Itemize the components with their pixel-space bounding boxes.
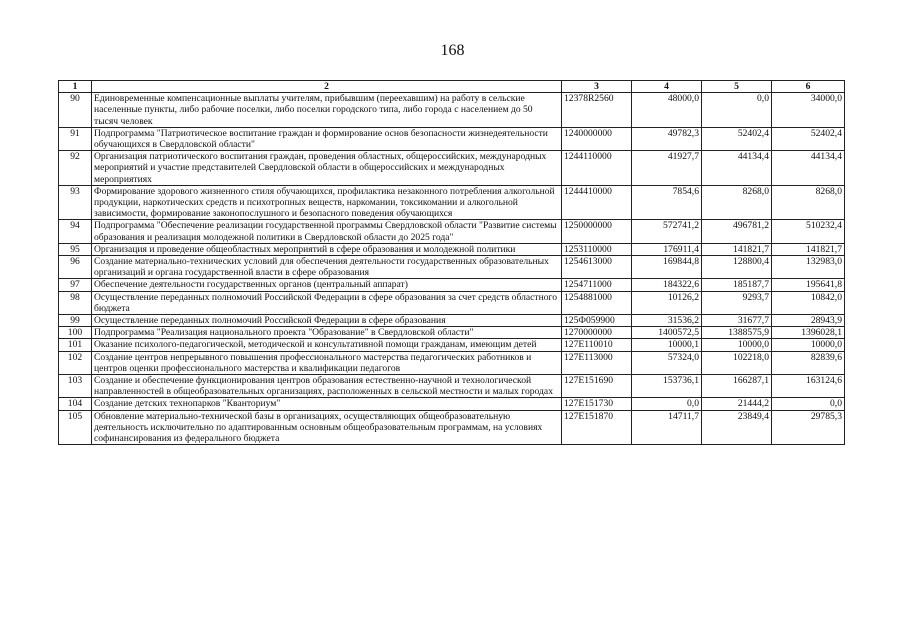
row-number: 93: [59, 185, 92, 220]
row-value-col5: 31677,7: [702, 315, 772, 327]
table-header-row: [59, 81, 845, 93]
row-description: Оказание психолого-педагогической, методической и консультативной помощи гражданам, имеющим детей: [92, 339, 562, 351]
row-code: 1244110000: [562, 151, 632, 186]
row-code: 1254881000: [562, 291, 632, 314]
row-value-col5: 166287,1: [702, 375, 772, 398]
row-value-col5: 10000,0: [702, 339, 772, 351]
column-header: 4: [632, 81, 702, 93]
row-number: 101: [59, 339, 92, 351]
row-code: 1254613000: [562, 256, 632, 279]
row-value-col4: 10126,2: [632, 291, 702, 314]
row-number: 92: [59, 151, 92, 186]
row-number: 94: [59, 220, 92, 243]
row-value-col4: 7854,6: [632, 185, 702, 220]
row-value-col6: 44134,4: [772, 151, 845, 186]
row-description: Создание детских технопарков "Кванториум": [92, 398, 562, 410]
row-value-col4: 48000,0: [632, 93, 702, 128]
row-value-col4: 14711,7: [632, 410, 702, 445]
row-description: Подпрограмма "Реализация национального проекта "Образование" в Свердловской области": [92, 327, 562, 339]
column-header: 1: [59, 81, 92, 93]
row-number: 104: [59, 398, 92, 410]
row-code: 12378R2560: [562, 93, 632, 128]
row-value-col4: 184322,6: [632, 279, 702, 291]
row-description: Формирование здорового жизненного стиля обучающихся, профилактика незаконного потребления алкогольной продукции, наркотических средств и психотропных веществ, наркомании, токсикомании и алкогольной зависимости, формирование законопослушного и безопасного поведения обучающихся: [92, 185, 562, 220]
row-value-col4: 0,0: [632, 398, 702, 410]
row-number: 98: [59, 291, 92, 314]
row-value-col5: 8268,0: [702, 185, 772, 220]
row-description: Обеспечение деятельности государственных органов (центральный аппарат): [92, 279, 562, 291]
row-value-col6: 28943,9: [772, 315, 845, 327]
row-value-col5: 496781,2: [702, 220, 772, 243]
row-value-col5: 9293,7: [702, 291, 772, 314]
row-value-col4: 41927,7: [632, 151, 702, 186]
row-number: 90: [59, 93, 92, 128]
row-code: 127E151730: [562, 398, 632, 410]
row-description: Создание центров непрерывного повышения профессионального мастерства педагогических работников и центров оценки профессионального мастерства и квалификации педагогов: [92, 351, 562, 374]
row-number: 103: [59, 375, 92, 398]
row-value-col4: 57324,0: [632, 351, 702, 374]
row-description: Подпрограмма "Патриотическое воспитание граждан и формирование основ безопасности жизнедеятельности обучающихся в Свердловской области": [92, 127, 562, 150]
row-number: 91: [59, 127, 92, 150]
row-value-col6: 29785,3: [772, 410, 845, 445]
row-value-col5: 52402,4: [702, 127, 772, 150]
row-description: Организация патриотического воспитания граждан, проведения областных, общероссийских, международных мероприятий и участие представителей Свердловской области в общероссийских и международных мероприятиях: [92, 151, 562, 186]
row-value-col5: 23849,4: [702, 410, 772, 445]
row-value-col4: 1400572,5: [632, 327, 702, 339]
row-description: Единовременные компенсационные выплаты учителям, прибывшим (переехавшим) на работу в сельские населенные пункты, либо рабочие поселки, либо поселки городского типа, либо города с населением до 50 тысяч человек: [92, 93, 562, 128]
row-value-col6: 52402,4: [772, 127, 845, 150]
table-row: [59, 375, 845, 398]
row-code: 1253110000: [562, 243, 632, 255]
row-value-col5: 128800,4: [702, 256, 772, 279]
table-row: [59, 327, 845, 339]
column-header: 3: [562, 81, 632, 93]
row-code: 1254711000: [562, 279, 632, 291]
table-row: [59, 93, 845, 128]
table-row: [59, 339, 845, 351]
row-value-col6: 163124,6: [772, 375, 845, 398]
row-value-col5: 102218,0: [702, 351, 772, 374]
table-row: [59, 185, 845, 220]
row-value-col4: 169844,8: [632, 256, 702, 279]
row-number: 97: [59, 279, 92, 291]
table-row: [59, 220, 845, 243]
column-header: 6: [772, 81, 845, 93]
row-description: Создание материально-технических условий для обеспечения деятельности государственных образовательных организаций и органа государственной власти в сфере образования: [92, 256, 562, 279]
column-header: 2: [92, 81, 562, 93]
row-code: 1240000000: [562, 127, 632, 150]
row-number: 95: [59, 243, 92, 255]
row-description: Создание и обеспечение функционирования центров образования естественно-научной и технологической направленностей в общеобразовательных организациях, расположенных в сельской местности и малых городах: [92, 375, 562, 398]
row-number: 99: [59, 315, 92, 327]
table-row: [59, 151, 845, 186]
row-number: 102: [59, 351, 92, 374]
row-code: 1250000000: [562, 220, 632, 243]
row-value-col4: 153736,1: [632, 375, 702, 398]
row-value-col5: 141821,7: [702, 243, 772, 255]
row-value-col4: 176911,4: [632, 243, 702, 255]
table-row: [59, 256, 845, 279]
row-code: 1244410000: [562, 185, 632, 220]
row-description: Обновление материально-технической базы в организациях, осуществляющих общеобразовательную деятельность исключительно по адаптированным основным общеобразовательным программам, на условиях софинансирования из федерального бюджета: [92, 410, 562, 445]
row-value-col4: 572741,2: [632, 220, 702, 243]
table-row: [59, 279, 845, 291]
row-value-col4: 31536,2: [632, 315, 702, 327]
row-code: 127E151870: [562, 410, 632, 445]
row-number: 105: [59, 410, 92, 445]
table-row: [59, 291, 845, 314]
row-value-col6: 195641,8: [772, 279, 845, 291]
row-number: 96: [59, 256, 92, 279]
row-code: 125Ф059900: [562, 315, 632, 327]
table-row: [59, 351, 845, 374]
row-number: 100: [59, 327, 92, 339]
row-description: Осуществление переданных полномочий Российской Федерации в сфере образования за счет средств областного бюджета: [92, 291, 562, 314]
table-row: [59, 410, 845, 445]
table-row: [59, 398, 845, 410]
row-value-col5: 1388575,9: [702, 327, 772, 339]
row-value-col5: 185187,7: [702, 279, 772, 291]
row-value-col5: 44134,4: [702, 151, 772, 186]
row-value-col6: 510232,4: [772, 220, 845, 243]
budget-table: [58, 80, 845, 445]
row-value-col5: 0,0: [702, 93, 772, 128]
row-value-col5: 21444,2: [702, 398, 772, 410]
row-value-col4: 49782,3: [632, 127, 702, 150]
table-row: [59, 127, 845, 150]
row-value-col6: 132983,0: [772, 256, 845, 279]
row-value-col6: 10842,0: [772, 291, 845, 314]
table-row: [59, 243, 845, 255]
row-value-col6: 10000,0: [772, 339, 845, 351]
row-value-col6: 141821,7: [772, 243, 845, 255]
row-code: 127E151690: [562, 375, 632, 398]
row-code: 127E113000: [562, 351, 632, 374]
row-description: Организация и проведение общеобластных мероприятий в сфере образования и молодежной политики: [92, 243, 562, 255]
row-value-col6: 0,0: [772, 398, 845, 410]
row-value-col6: 1396028,1: [772, 327, 845, 339]
row-description: Осуществление переданных полномочий Российской Федерации в сфере образования: [92, 315, 562, 327]
row-code: 1270000000: [562, 327, 632, 339]
column-header: 5: [702, 81, 772, 93]
page-number: 168: [440, 42, 465, 59]
row-code: 127E110010: [562, 339, 632, 351]
row-value-col6: 82839,6: [772, 351, 845, 374]
row-value-col4: 10000,1: [632, 339, 702, 351]
row-value-col6: 34000,0: [772, 93, 845, 128]
row-value-col6: 8268,0: [772, 185, 845, 220]
table-row: [59, 315, 845, 327]
row-description: Подпрограмма "Обеспечение реализации государственной программы Свердловской области "Развитие системы образования и реализация молодежной политики в Свердловской области до 2025 года": [92, 220, 562, 243]
